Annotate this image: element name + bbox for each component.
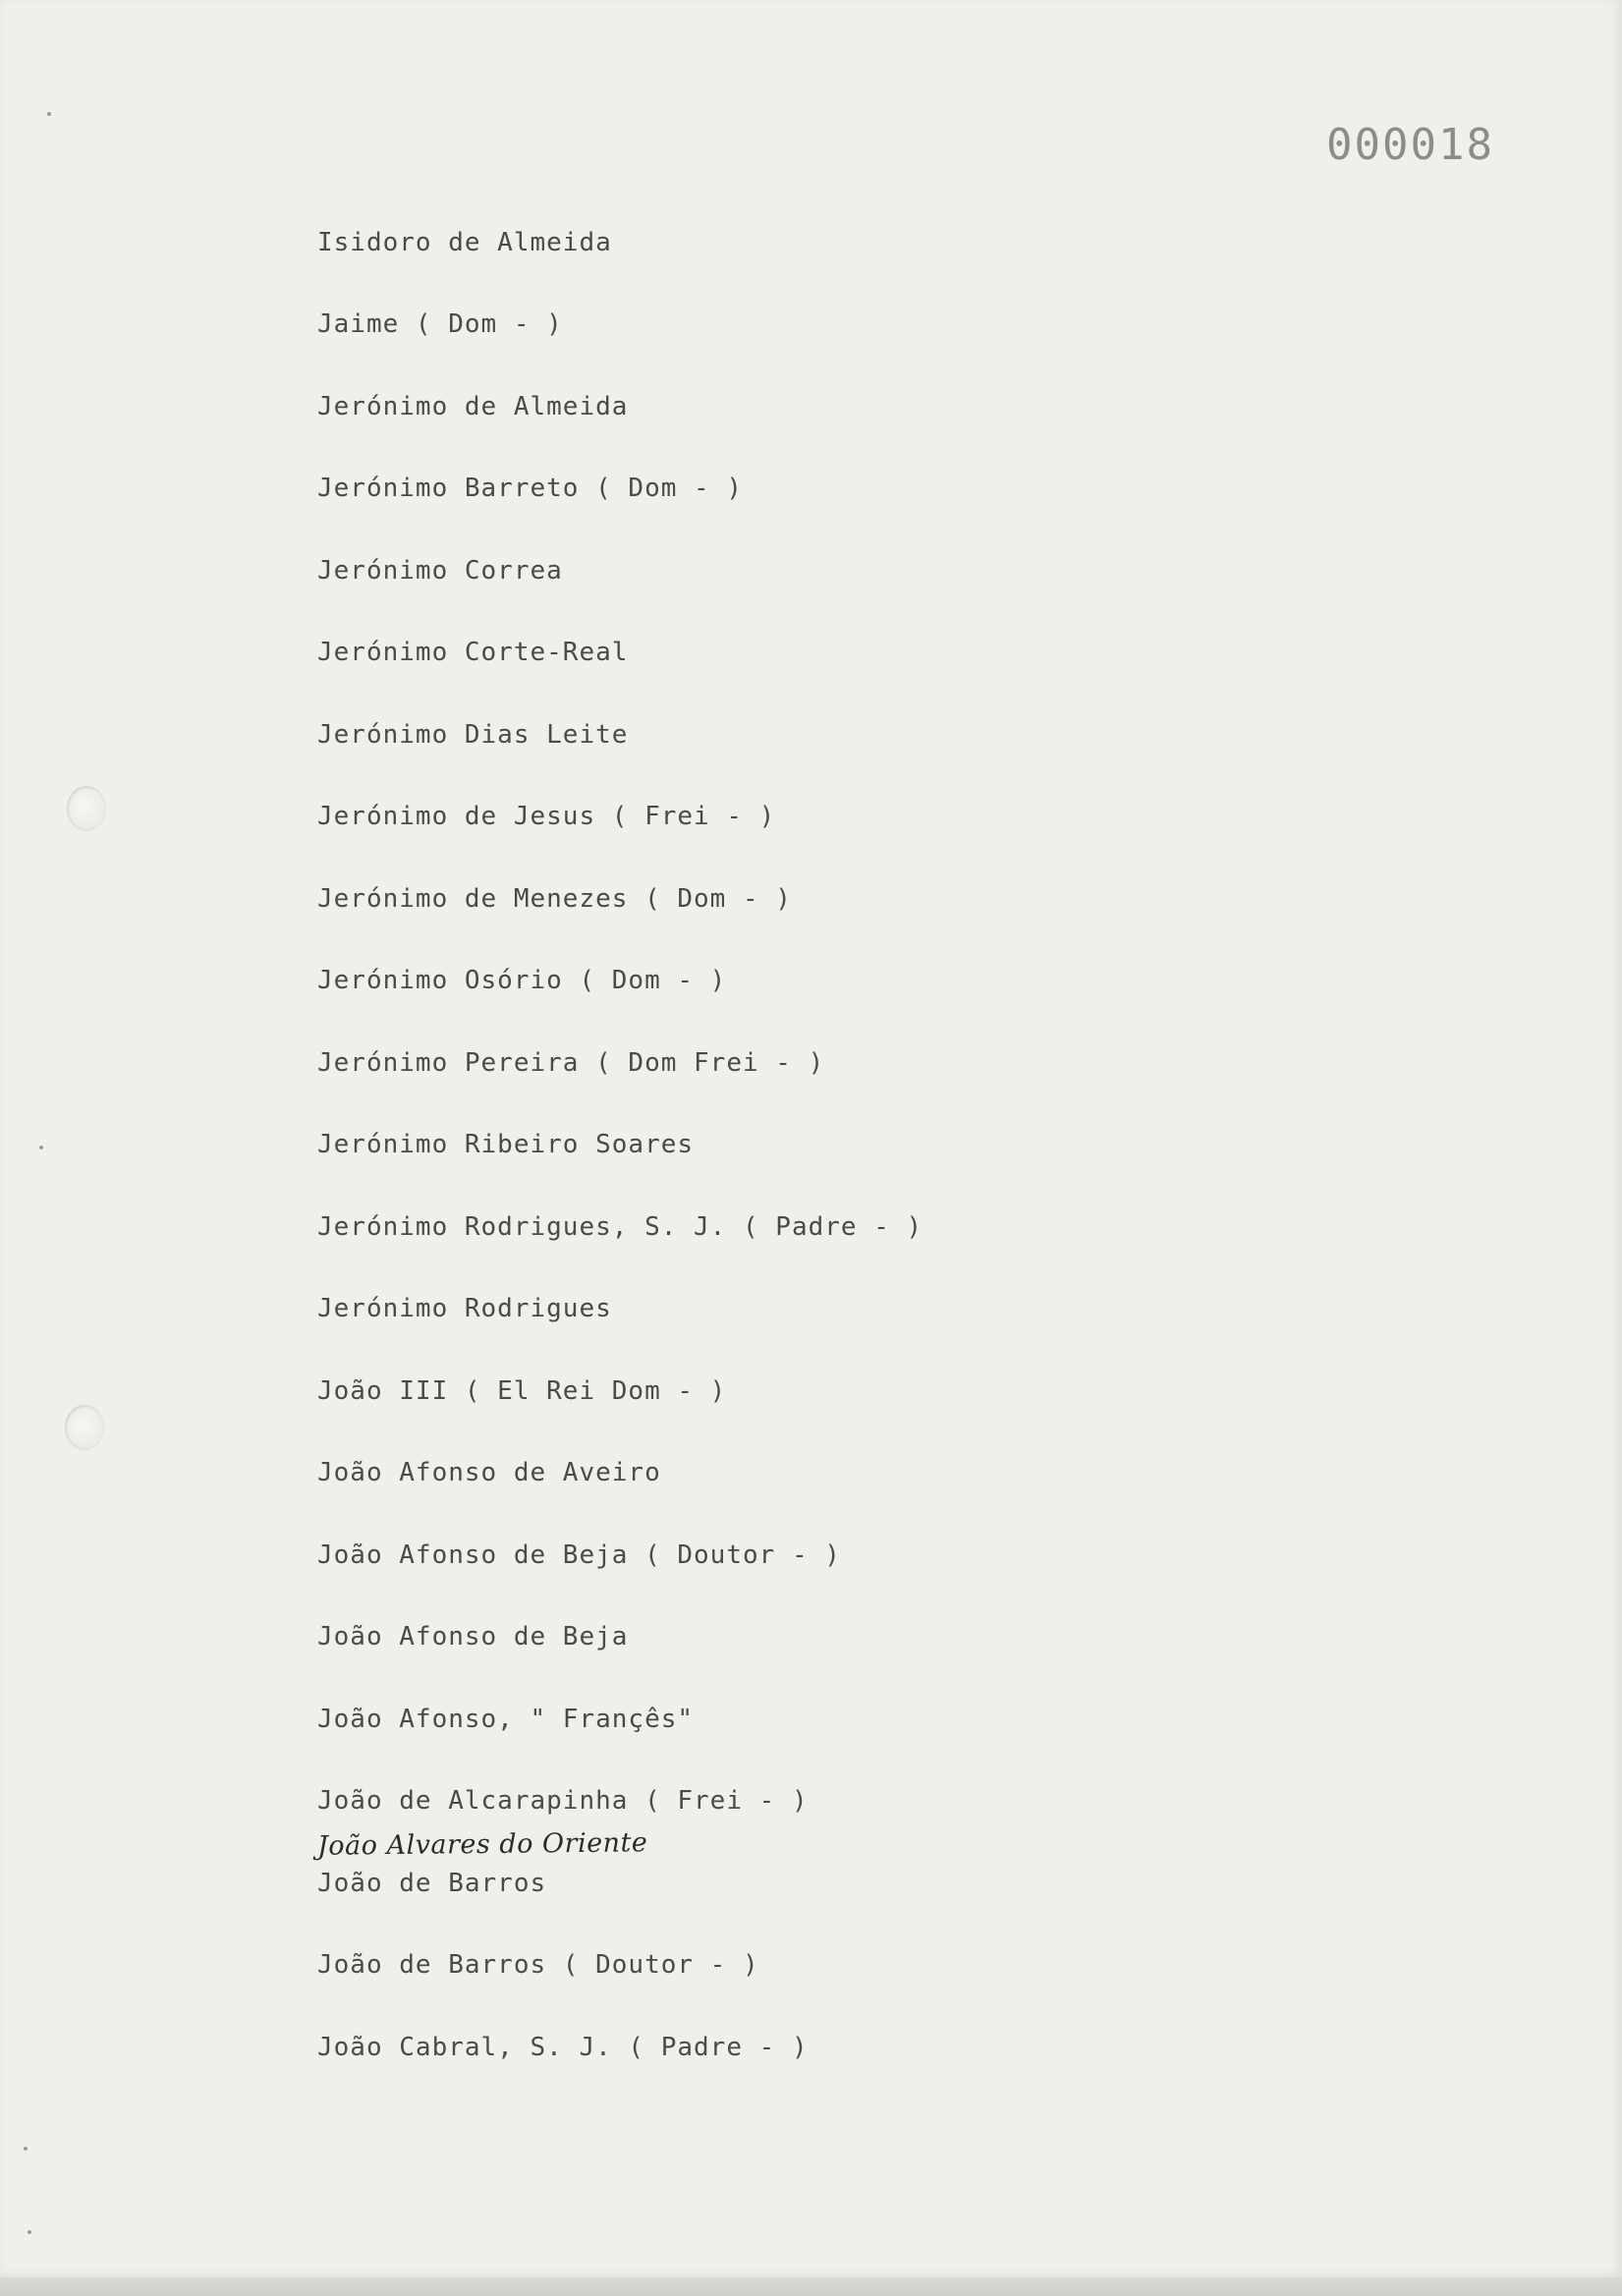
list-item: Jerónimo de Menezes ( Dom - ) — [317, 884, 792, 914]
speck — [47, 112, 51, 116]
list-item: Jerónimo Pereira ( Dom Frei - ) — [317, 1048, 825, 1078]
punch-hole-top — [67, 786, 106, 831]
page-bottom-edge — [0, 2277, 1622, 2296]
list-item: Jerónimo Osório ( Dom - ) — [317, 966, 727, 995]
handwritten-note: João Alvares do Oriente — [316, 1827, 648, 1862]
list-item: João de Alcarapinha ( Frei - ) — [317, 1786, 809, 1816]
list-item: Jerónimo de Jesus ( Frei - ) — [317, 802, 776, 831]
list-item: Jerónimo Dias Leite — [317, 720, 629, 750]
list-item: João Afonso, " Françês" — [317, 1705, 695, 1734]
speck — [39, 1146, 43, 1149]
speck — [28, 2230, 31, 2234]
list-item: Jerónimo de Almeida — [317, 392, 629, 421]
list-item: Jaime ( Dom - ) — [317, 309, 563, 339]
speck — [24, 2147, 28, 2151]
list-item: João Afonso de Beja ( Doutor - ) — [317, 1540, 841, 1570]
list-item: João de Barros — [317, 1869, 547, 1898]
list-item: João Afonso de Aveiro — [317, 1458, 661, 1487]
list-item: João Afonso de Beja — [317, 1622, 629, 1652]
list-item: Jerónimo Ribeiro Soares — [317, 1130, 695, 1159]
list-item: Jerónimo Correa — [317, 556, 563, 586]
list-item: Jerónimo Corte-Real — [317, 638, 629, 667]
list-item: João Cabral, S. J. ( Padre - ) — [317, 2033, 809, 2062]
list-item: João de Barros ( Doutor - ) — [317, 1950, 759, 1980]
list-item: Isidoro de Almeida — [317, 228, 612, 257]
list-item: Jerónimo Rodrigues, S. J. ( Padre - ) — [317, 1212, 923, 1242]
list-item: Jerónimo Barreto ( Dom - ) — [317, 474, 743, 503]
page-number: 000018 — [1326, 120, 1494, 170]
list-item: Jerónimo Rodrigues — [317, 1294, 612, 1323]
punch-hole-bottom — [65, 1405, 104, 1450]
list-item: João III ( El Rei Dom - ) — [317, 1376, 727, 1406]
